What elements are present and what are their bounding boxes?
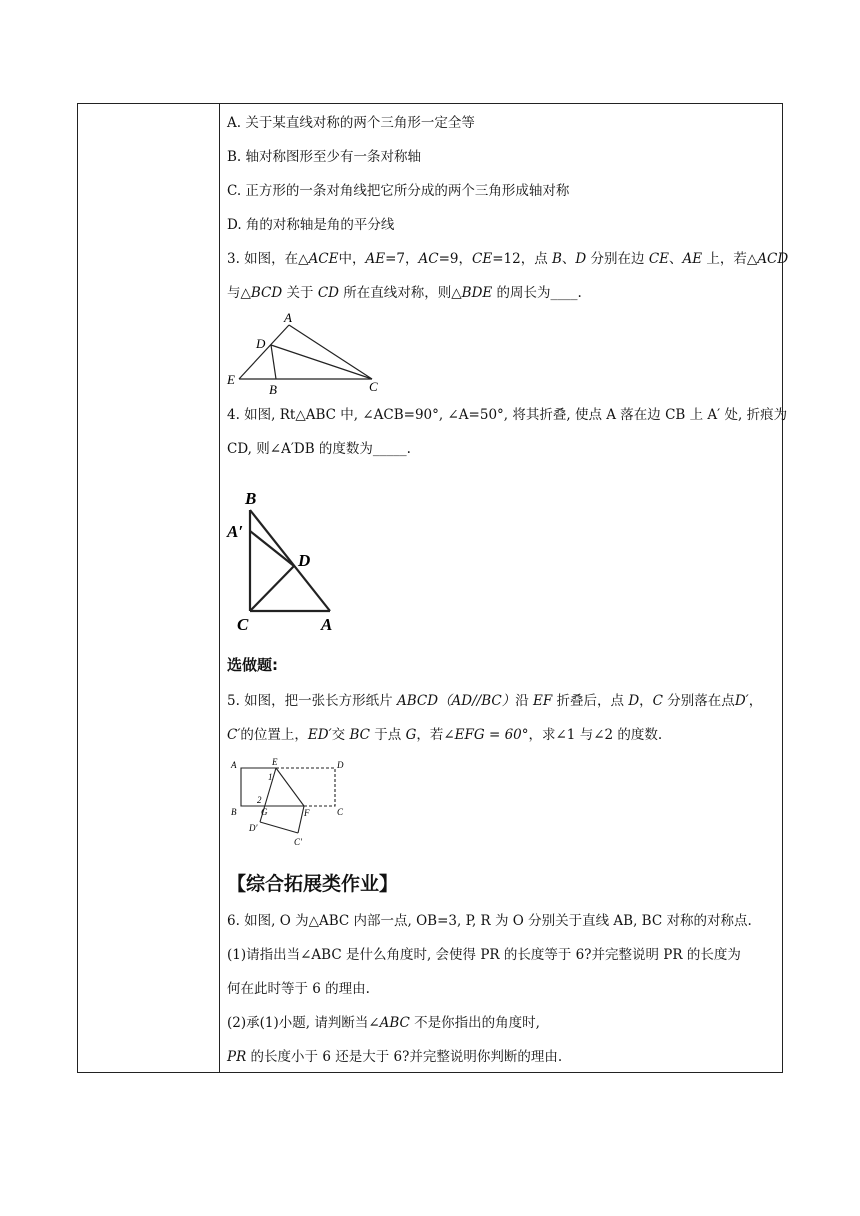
- label-C: C: [237, 615, 249, 634]
- question-6-line-2: (1)请指出当∠ABC 是什么角度时, 会使得 PR 的长度等于 6?并完整说明 PR 的长度为: [227, 947, 741, 963]
- question-6-line-1: 6. 如图, O 为△ABC 内部一点, OB=3, P, R 为 O 分别关于直线 AB, BC 对称的对称点.: [227, 913, 752, 929]
- edge-BA: [250, 510, 330, 611]
- label-G: G: [261, 807, 268, 817]
- question-3-line-1: 3. 如图，在△ACE中，AE=7，AC=9，CE=12，点 B、D 分别在边 CE、AE 上，若△ACD: [227, 251, 789, 267]
- question-5-line-2: C′的位置上，ED′交 BC 于点 G，若∠EFG = 60°，求∠1 与∠2 的度数.: [227, 727, 663, 743]
- question-6-line-3: 何在此时等于 6 的理由.: [227, 981, 370, 997]
- option-a: A. 关于某直线对称的两个三角形一定全等: [227, 115, 475, 131]
- label-B: B: [269, 382, 277, 397]
- label-D: D: [256, 336, 266, 351]
- label-A-prime: A′: [227, 522, 244, 541]
- section-heading: 【综合拓展类作业】: [227, 873, 399, 895]
- question-4-line-1: 4. 如图, Rt△ABC 中, ∠ACB=90°, ∠A=50°, 将其折叠, 使点 A 落在边 CB 上 A′ 处, 折痕为: [227, 407, 788, 423]
- label-D: D: [337, 760, 344, 770]
- figure-5-folded-rectangle: [227, 756, 357, 854]
- question-6-line-4: (2)承(1)小题, 请判断当∠ABC 不是你指出的角度时,: [227, 1015, 540, 1031]
- label-E: E: [227, 372, 235, 387]
- question-6-line-5: PR 的长度小于 6 还是大于 6?并完整说明你判断的理由.: [227, 1049, 563, 1065]
- figure-4-triangle: [227, 488, 347, 634]
- edge-CD: [250, 566, 294, 611]
- label-A: A: [321, 615, 333, 634]
- label-B: B: [231, 807, 237, 817]
- label-C: C: [337, 807, 344, 817]
- label-F: F: [304, 808, 310, 818]
- label-B: B: [245, 489, 257, 508]
- label-D-prime: D′: [249, 823, 258, 833]
- label-1: 1: [268, 772, 273, 782]
- edge-AC: [289, 325, 372, 379]
- question-4-line-2: CD, 则∠A′DB 的度数为_____.: [227, 441, 411, 457]
- label-E: E: [272, 757, 278, 767]
- option-b: B. 轴对称图形至少有一条对称轴: [227, 149, 422, 165]
- question-5-line-1: 5. 如图，把一张长方形纸片 ABCD（AD//BC）沿 EF 折叠后，点 D，C 分别落在点D′，: [227, 693, 763, 709]
- edge-DB: [271, 345, 276, 379]
- edge-D1C1: [260, 822, 298, 833]
- homework-table: [77, 103, 789, 1073]
- label-A: A: [284, 310, 292, 325]
- optional-heading: 选做题:: [227, 656, 278, 674]
- label-D: D: [298, 551, 311, 570]
- dashed-E-D-C-F: [276, 768, 335, 806]
- option-d: D. 角的对称轴是角的平分线: [227, 217, 395, 233]
- label-C-prime: C′: [294, 837, 302, 847]
- edge-EA: [239, 325, 289, 379]
- label-A: A: [231, 760, 237, 770]
- question-3-line-2: 与△BCD 关于 CD 所在直线对称，则△BDE 的周长为____.: [227, 285, 582, 301]
- column-divider: [219, 104, 220, 1072]
- label-C: C: [369, 379, 378, 394]
- edge-EF: [276, 768, 304, 806]
- figure-3-triangle: [227, 310, 387, 398]
- label-2: 2: [257, 795, 262, 805]
- option-c: C. 正方形的一条对角线把它所分成的两个三角形成轴对称: [227, 183, 570, 199]
- edge-DC: [271, 345, 372, 379]
